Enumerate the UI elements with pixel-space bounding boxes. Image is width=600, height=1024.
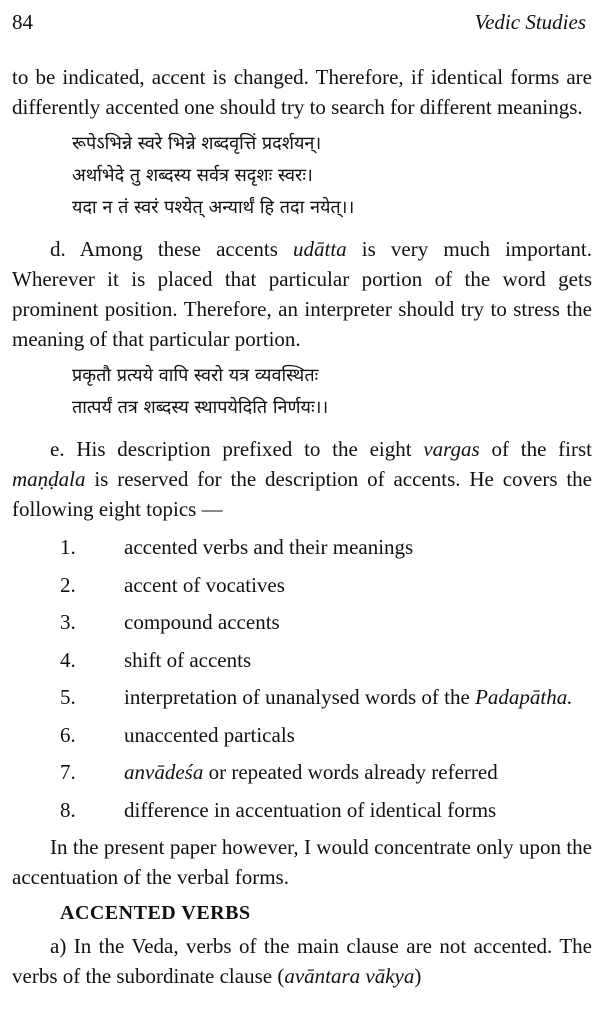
para-e-term-2: maṇḍala xyxy=(12,467,86,491)
paragraph-continuation: to be indicated, accent is changed. Therefore, if identical forms are differently accented one should try to search for different meanings. xyxy=(12,65,592,119)
verse-line: प्रकृतौ प्रत्यये वापि स्वरो यत्र व्यवस्थितः xyxy=(72,365,319,386)
list-item: 1. accented verbs and their meanings xyxy=(60,535,414,559)
paragraph-a: a) In the Veda, verbs of the main clause are not accented. The verbs of the subordinate clause (avāntara vākya) xyxy=(12,934,592,988)
running-header xyxy=(0,6,600,40)
paragraph-present: In the present paper however, I would concentrate only upon the accentuation of the verbal forms. xyxy=(12,835,592,889)
paragraph-d xyxy=(12,234,592,354)
list-item: 8. difference in accentuation of identical forms xyxy=(60,797,497,822)
para-e-rest: is reserved for the description of accents. He covers the following eight topics — xyxy=(12,467,592,521)
verse-line: रूपेऽभिन्ने स्वरे भिन्ने शब्दवृत्तिं प्रदर्शयन्। xyxy=(72,133,322,154)
verse-line: अर्थाभेदे तु शब्दस्य सर्वत्र सदृशः स्वरः। xyxy=(72,165,313,186)
para-d-lead: d. Among these accents xyxy=(50,237,293,261)
list-item: 6. unaccented particals xyxy=(60,722,295,747)
list-item: 7. anvādeśa or repeated words already referred xyxy=(60,760,498,784)
para-d-rest: is very much important. Wherever it is placed that particular portion of the word gets prominent position. Therefore, an interpreter should try to stress the meaning of that particular portion. xyxy=(12,237,592,351)
sanskrit-verse-1 xyxy=(72,128,592,224)
para-e-mid: of the first xyxy=(479,437,592,461)
running-title: Vedic Studies xyxy=(474,10,586,34)
para-d-term: udātta xyxy=(292,237,347,261)
section-heading: ACCENTED VERBS xyxy=(60,902,251,924)
list-item: 4. shift of accents xyxy=(60,647,252,672)
para-e-lead: e. His description prefixed to the eight xyxy=(50,437,424,461)
topics-list xyxy=(12,532,592,832)
list-item: 2. accent of vocatives xyxy=(60,572,285,597)
para-e-term-1: vargas xyxy=(423,437,480,461)
page-body xyxy=(12,62,592,991)
verse-line: तात्पर्यं तत्र शब्दस्य स्थापयेदिति निर्णयः।। xyxy=(72,397,329,418)
list-item: 3. compound accents xyxy=(60,610,280,634)
sanskrit-verse-2 xyxy=(72,360,592,424)
list-item: 5. interpretation of unanalysed words of the Padapātha. xyxy=(60,685,573,709)
verse-line: यदा न तं स्वरं पश्येत् अन्यार्थं हि तदा नयेत्।। xyxy=(72,197,355,218)
paragraph-e xyxy=(12,434,592,524)
page-number: 84 xyxy=(12,10,33,34)
